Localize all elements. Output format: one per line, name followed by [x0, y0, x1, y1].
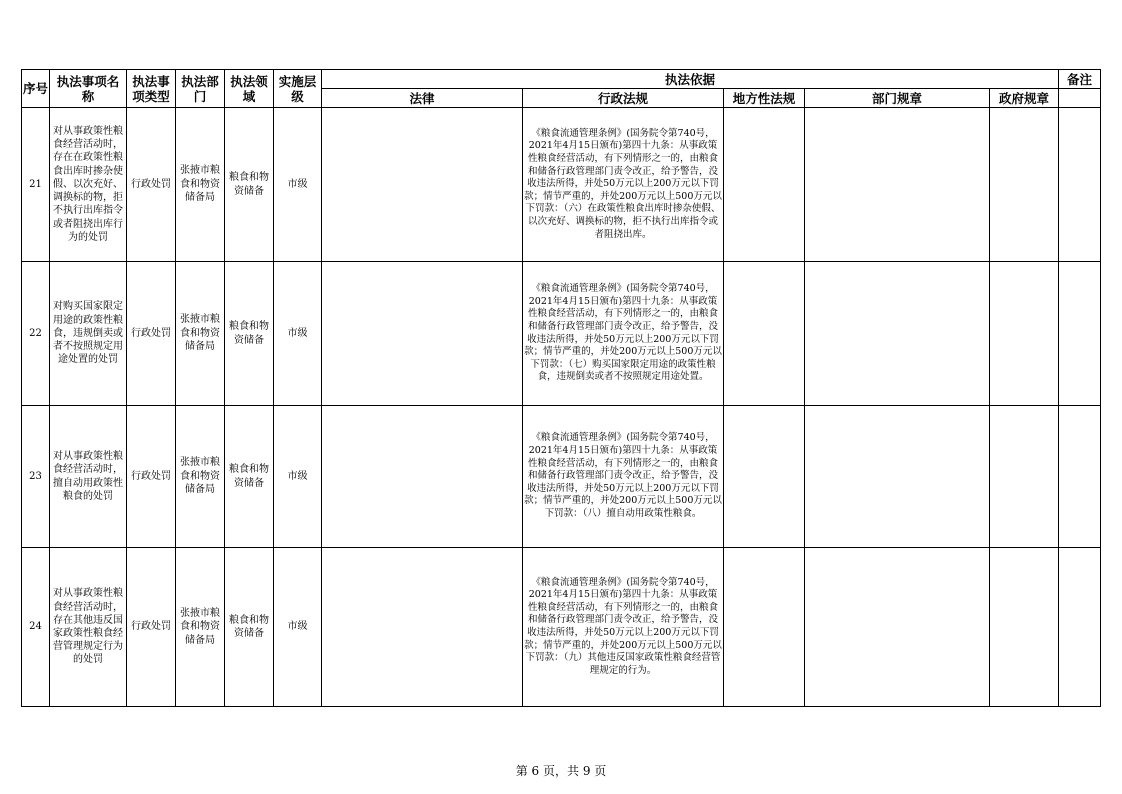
header-item-type: 执法事项类型	[127, 70, 176, 108]
row-admin-reg: 《粮食流通管理条例》(国务院令第740号，2021年4月15日颁布)第四十九条：从事政策性粮食经营活动，有下列情形之一的，由粮食和储备行政管理部门责令改正，给予警告，没收违法所得，并处50万元以上200万元以下罚款；情节严重的，并处200万元以上500万元以下罚款：（六）在政策性粮食出库时掺杂使假、以次充好、调换标的物，拒不执行出库指令或者阻挠出库。	[523, 108, 724, 262]
table-row	[22, 262, 1101, 406]
row-field: 粮食和物资储备	[225, 262, 274, 406]
row-item-type: 行政处罚	[127, 108, 176, 262]
row-item-name: 对从事政策性粮食经营活动时，擅自动用政策性粮食的处罚	[50, 406, 127, 548]
row-gov-rule	[990, 108, 1059, 262]
row-dept-rule	[805, 406, 990, 548]
row-gov-rule	[990, 548, 1059, 707]
row-field: 粮食和物资储备	[225, 406, 274, 548]
header-admin-reg: 行政法规	[523, 89, 724, 108]
header-field: 执法领域	[225, 70, 274, 108]
row-dept-rule	[805, 108, 990, 262]
row-gov-rule	[990, 406, 1059, 548]
header-law: 法律	[322, 89, 523, 108]
row-item-type: 行政处罚	[127, 548, 176, 707]
header-basis: 执法依据	[322, 70, 1059, 89]
row-law	[322, 406, 523, 548]
table-row	[22, 108, 1101, 262]
row-dept: 张掖市粮食和物资储备局	[176, 548, 225, 707]
row-item-name: 对购买国家限定用途的政策性粮食，违规倒卖或者不按照规定用途处置的处罚	[50, 262, 127, 406]
row-dept: 张掖市粮食和物资储备局	[176, 108, 225, 262]
row-dept: 张掖市粮食和物资储备局	[176, 406, 225, 548]
row-remark	[1059, 108, 1101, 262]
row-level: 市级	[274, 262, 322, 406]
row-dept-rule	[805, 262, 990, 406]
row-item-name: 对从事政策性粮食经营活动时，存在其他违反国家政策性粮食经营管理规定行为的处罚	[50, 548, 127, 707]
row-seq: 24	[22, 548, 50, 707]
row-law	[322, 262, 523, 406]
row-local-reg	[724, 548, 805, 707]
header-level: 实施层级	[274, 70, 322, 108]
row-seq: 22	[22, 262, 50, 406]
row-field: 粮食和物资储备	[225, 108, 274, 262]
row-gov-rule	[990, 262, 1059, 406]
row-remark	[1059, 406, 1101, 548]
row-level: 市级	[274, 548, 322, 707]
row-remark	[1059, 548, 1101, 707]
header-remark-blank	[1059, 89, 1101, 108]
row-admin-reg: 《粮食流通管理条例》(国务院令第740号，2021年4月15日颁布)第四十九条：从事政策性粮食经营活动，有下列情形之一的，由粮食和储备行政管理部门责令改正，给予警告，没收违法所得，并处50万元以上200万元以下罚款；情节严重的，并处200万元以上500万元以下罚款：（九）其他违反国家政策性粮食经营管理规定的行为。	[523, 548, 724, 707]
row-local-reg	[724, 108, 805, 262]
header-remark: 备注	[1059, 70, 1101, 89]
header-local-reg: 地方性法规	[724, 89, 805, 108]
row-dept: 张掖市粮食和物资储备局	[176, 262, 225, 406]
header-dept-rule: 部门规章	[805, 89, 990, 108]
header-gov-rule: 政府规章	[990, 89, 1059, 108]
page-footer: 第 6 页，共 9 页	[515, 764, 607, 778]
row-level: 市级	[274, 108, 322, 262]
row-law	[322, 548, 523, 707]
row-level: 市级	[274, 406, 322, 548]
row-remark	[1059, 262, 1101, 406]
row-item-name: 对从事政策性粮食经营活动时，存在在政策性粮食出库时掺杂使假、以次充好、调换标的物，拒不执行出库指令或者阻挠出库行为的处罚	[50, 108, 127, 262]
row-item-type: 行政处罚	[127, 262, 176, 406]
row-item-type: 行政处罚	[127, 406, 176, 548]
header-item-name: 执法事项名称	[50, 70, 127, 108]
row-admin-reg: 《粮食流通管理条例》(国务院令第740号，2021年4月15日颁布)第四十九条：从事政策性粮食经营活动，有下列情形之一的，由粮食和储备行政管理部门责令改正，给予警告，没收违法所得，并处50万元以上200万元以下罚款；情节严重的，并处200万元以上500万元以下罚款：（八）擅自动用政策性粮食。	[523, 406, 724, 548]
row-seq: 21	[22, 108, 50, 262]
header-seq: 序号	[22, 70, 50, 108]
row-law	[322, 108, 523, 262]
row-local-reg	[724, 406, 805, 548]
header-dept: 执法部门	[176, 70, 225, 108]
table-row	[22, 548, 1101, 707]
row-seq: 23	[22, 406, 50, 548]
row-field: 粮食和物资储备	[225, 548, 274, 707]
row-admin-reg: 《粮食流通管理条例》(国务院令第740号，2021年4月15日颁布)第四十九条：从事政策性粮食经营活动，有下列情形之一的，由粮食和储备行政管理部门责令改正，给予警告，没收违法所得，并处50万元以上200万元以下罚款；情节严重的，并处200万元以上500万元以下罚款：（七）购买国家限定用途的政策性粮食，违规倒卖或者不按照规定用途处置。	[523, 262, 724, 406]
header-row-1	[22, 70, 1101, 89]
row-local-reg	[724, 262, 805, 406]
row-dept-rule	[805, 548, 990, 707]
enforcement-table	[21, 69, 1101, 707]
table-row	[22, 406, 1101, 548]
